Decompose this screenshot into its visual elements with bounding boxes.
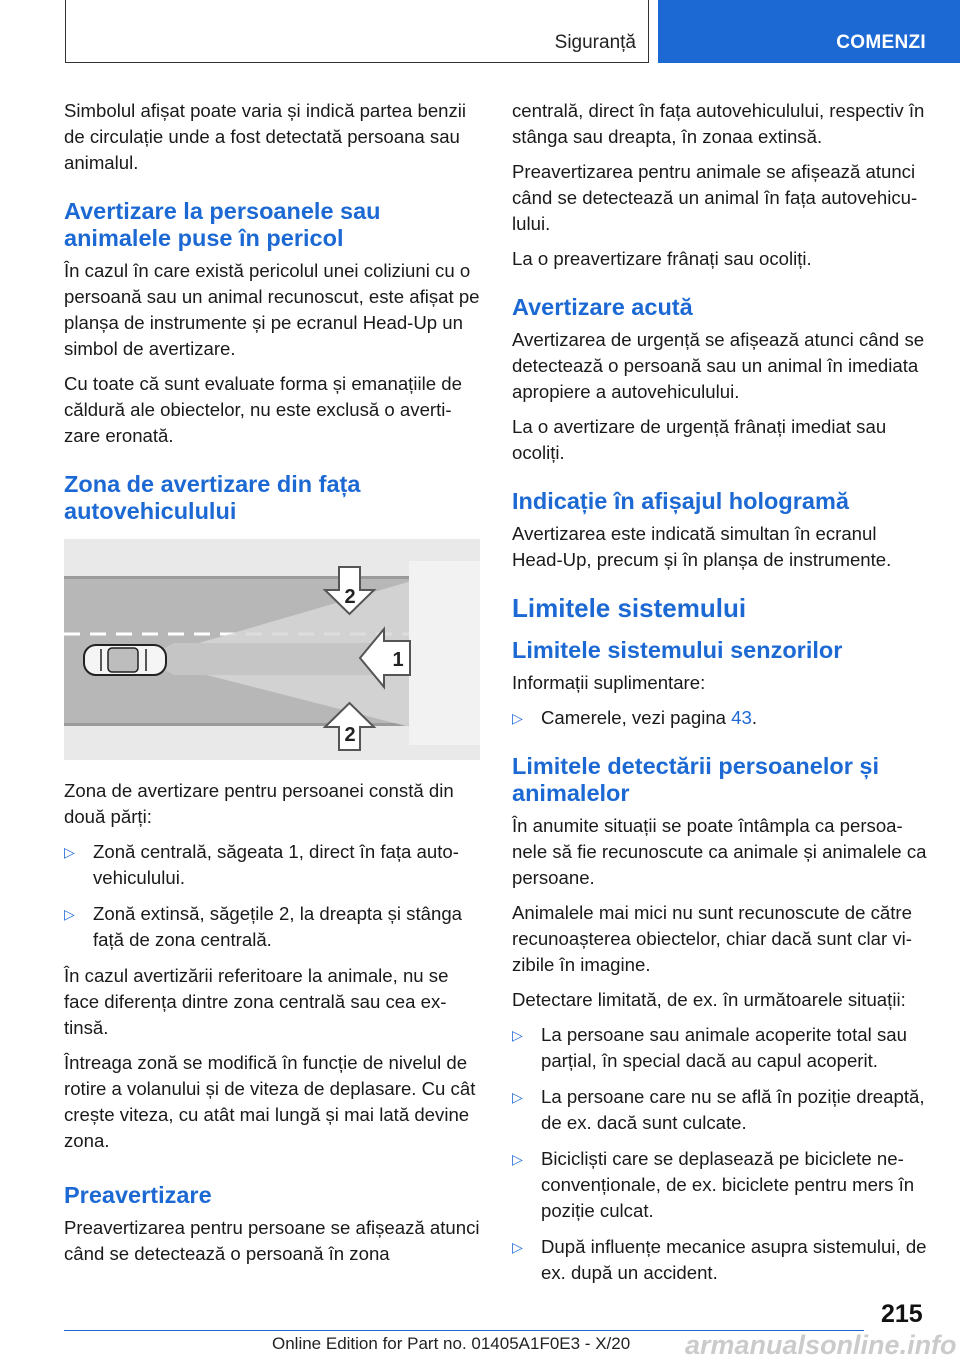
- heading-prewarning: Preavertizare: [64, 1182, 212, 1208]
- camera-list: [512, 705, 929, 731]
- prewarning-action-paragraph: La o preavertizare frânați sau ocoliți.: [512, 248, 812, 269]
- heading-hologram: Indicație în afișajul hologramă: [512, 488, 849, 514]
- list-item: [512, 1022, 929, 1074]
- danger-paragraph-2: Cu toate că sunt evaluate forma și emanațiile de căldură ale obiectelor, nu este exclusă o averti-zare eronată.: [64, 373, 462, 446]
- list-item-text: După influențe mecanice asupra sistemului, de ex. după un accident.: [541, 1236, 927, 1283]
- extended-zone-edge: [409, 561, 480, 745]
- list-item-text: La persoane sau animale acoperite total sau parțial, în special dacă au capul acoperit.: [541, 1024, 907, 1071]
- list-item: [64, 901, 481, 953]
- bullet-icon: ▷: [512, 710, 523, 726]
- heading-sensor-limits: Limitele sistemului senzorilor: [512, 637, 843, 663]
- detect-paragraph-1: În anumite situații se poate întâmpla ca persoa-nele să fie recunoscute ca animale și animalele ca persoane.: [512, 815, 927, 888]
- bullet-icon: ▷: [512, 1151, 523, 1167]
- bullet-icon: ▷: [64, 844, 75, 860]
- watermark: armanualsonline.info: [685, 1330, 957, 1360]
- arrow-1-label: 1: [392, 649, 404, 671]
- heading-acute-warning: Avertizare acută: [512, 294, 693, 320]
- list-item: [512, 1146, 929, 1224]
- chapter-title: COMENZI: [836, 32, 926, 53]
- car-icon: [84, 645, 166, 675]
- left-column: [64, 98, 481, 1276]
- prewarning-paragraph: Preavertizarea pentru persoane se afișează atunci când se detectează o persoană în zona: [64, 1217, 480, 1264]
- bullet-icon: ▷: [512, 1027, 523, 1043]
- bullet-icon: ▷: [512, 1239, 523, 1255]
- arrow-2-top-label: 2: [344, 586, 356, 608]
- heading-danger-warning: Avertizare la persoanele sau animalele puse în pericol: [64, 198, 381, 251]
- heading-system-limits: Limitele sistemului: [512, 593, 747, 623]
- right-column: [512, 98, 929, 1296]
- detect-paragraph-2: Animalele mai mici nu sunt recunoscute de către recunoașterea obiectelor, chiar dacă sunt clar vi-zibile în imagine.: [512, 902, 912, 975]
- list-item-text: Zonă extinsă, săgețile 2, la dreapta și stânga față de zona centrală.: [93, 903, 463, 950]
- edition-text: Online Edition for Part no. 01405A1F0E3 - X/20: [272, 1334, 631, 1353]
- detect-list: [512, 1022, 929, 1286]
- list-item-end: .: [751, 707, 758, 728]
- detect-paragraph-3: Detectare limitată, de ex. în următoarele situații:: [512, 989, 906, 1010]
- intro-paragraph: Simbolul afișat poate varia și indică partea benzii de circulație unde a fost detectată persoana sau animalul.: [64, 100, 467, 173]
- list-item: [512, 1084, 929, 1136]
- arrow-2-bottom-label: 2: [344, 724, 356, 746]
- list-item-text: Bicicliști care se deplasează pe biciclete ne-convenționale, de ex. biciclete pentru mers în poziție culcat.: [541, 1148, 915, 1221]
- list-item-text: Camerele, vezi pagina: [541, 707, 732, 728]
- bullet-icon: ▷: [512, 1089, 523, 1105]
- animals-paragraph: În cazul avertizării referitoare la animale, nu se face diferența dintre zona centrală sau cea ex-tinsă.: [64, 965, 449, 1038]
- danger-paragraph-1: În cazul în care există pericolul unei coliziuni cu o persoană sau un animal recunoscut, este afișat pe planșa de instrumente și pe ecranul Head-Up un simbol de avertizare.: [64, 260, 480, 359]
- list-item-text: Zonă centrală, săgeata 1, direct în fața auto-vehiculului.: [93, 841, 459, 888]
- heading-warning-zone: Zona de avertizare din fața autovehiculului: [64, 471, 361, 524]
- header-chapter-tab[interactable]: [658, 0, 960, 63]
- page-link[interactable]: 43: [731, 707, 752, 728]
- bullet-icon: ▷: [64, 906, 75, 922]
- info-paragraph: Informații suplimentare:: [512, 672, 706, 693]
- modify-paragraph: Întreaga zonă se modifică în funcție de nivelul de rotire a volanului și de viteza de deplasare. Cu cât crește viteza, cu atât mai lungă și mai lată devine zona.: [64, 1052, 476, 1151]
- list-item: [64, 839, 481, 891]
- header-section-box: [65, 0, 649, 63]
- zone-paragraph: Zona de avertizare pentru persoanei constă din două părți:: [64, 780, 454, 827]
- page-number: 215: [881, 1300, 923, 1328]
- continued-paragraph: centrală, direct în fața autovehiculului, respectiv în stânga sau dreapta, în zonaa extinsă.: [512, 100, 925, 147]
- list-item: [512, 1234, 929, 1286]
- acute-paragraph-1: Avertizarea de urgență se afișează atunci când se detectează o persoană sau un animal în imediata apropiere a autovehiculului.: [512, 329, 925, 402]
- section-title: Siguranță: [554, 32, 636, 53]
- list-item: [512, 705, 929, 731]
- hologram-paragraph: Avertizarea este indicată simultan în ecranul Head-Up, precum și în planșa de instrumente.: [512, 523, 892, 570]
- zone-list: [64, 839, 481, 953]
- heading-detection-limits: Limitele detectării persoanelor și animalelor: [512, 753, 879, 806]
- prewarning-animals-paragraph: Preavertizarea pentru animale se afișează atunci când se detectează un animal în fața autovehicu-lului.: [512, 161, 918, 234]
- list-item-text: La persoane care nu se află în poziție dreaptă, de ex. dacă sunt culcate.: [541, 1086, 925, 1133]
- acute-paragraph-2: La o avertizare de urgență frânați imediat sau ocoliți.: [512, 416, 887, 463]
- warning-zone-diagram: [64, 539, 480, 760]
